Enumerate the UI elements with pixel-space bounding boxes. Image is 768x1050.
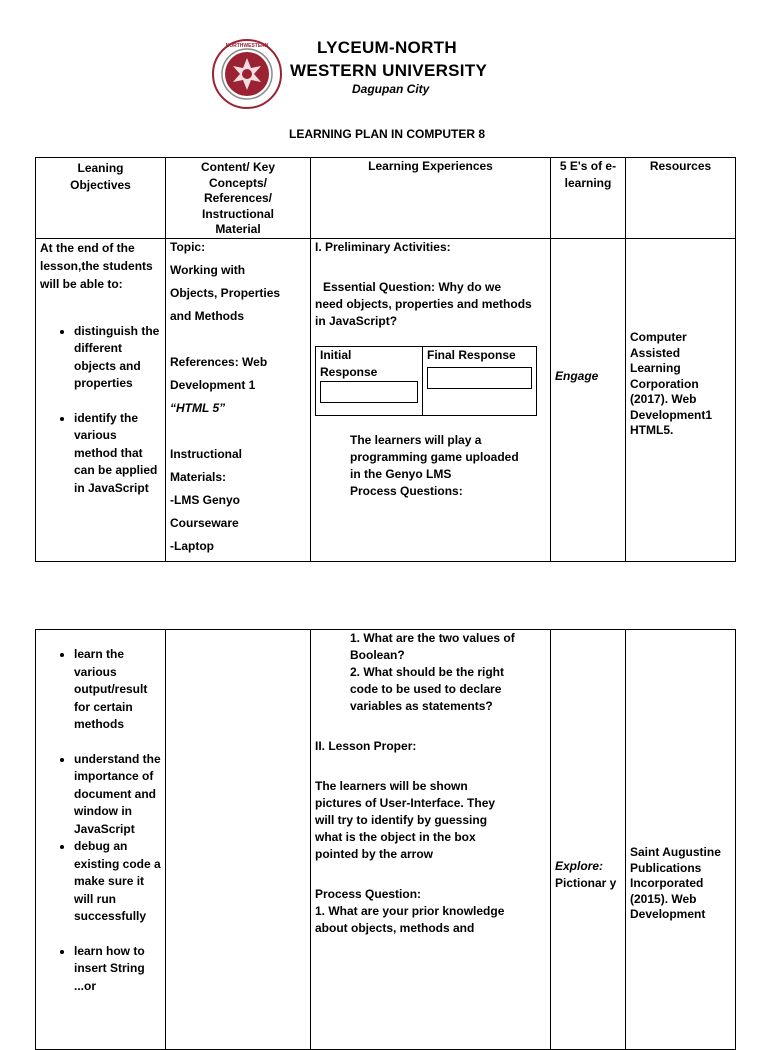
resources-cell (626, 630, 736, 1050)
list-item: • distinguish the different objects and properties (74, 323, 161, 393)
process-line: code to be used to declare (350, 682, 502, 696)
content-line: Working with (170, 262, 246, 277)
objectives-cell (36, 238, 166, 561)
initial-response-input[interactable] (320, 381, 418, 403)
content-line: Objects, Properties (170, 285, 281, 300)
five-e-label: Explore: (555, 859, 604, 873)
content-line: “HTML 5” (170, 400, 226, 415)
process-line: 2. What should be the right (350, 665, 504, 679)
content-line: and Methods (170, 308, 244, 323)
resource-text: Saint Augustine Publications Incorporated (2015). Web Development (630, 845, 721, 921)
list-item: • learn how to insert String ...or (74, 943, 161, 996)
experiences-cell (311, 630, 551, 1050)
lesson-line: pointed by the arrow (315, 847, 434, 861)
five-e-cell (551, 630, 626, 1050)
content-line: Instructional (170, 446, 243, 461)
activity-line: Process Questions: (350, 483, 463, 498)
experiences-cell (311, 238, 551, 561)
final-response-cell (423, 346, 537, 415)
five-e-value: Engage (555, 368, 599, 383)
university-city: Dagupan City (352, 82, 430, 96)
content-line: References: Web (170, 354, 268, 369)
content-line: -Laptop (170, 538, 214, 553)
university-name-line1: LYCEUM-NORTH (317, 38, 457, 57)
content-line: Courseware (170, 515, 239, 530)
process-line: variables as statements? (350, 699, 493, 713)
activity-line: programming game uploaded (350, 449, 519, 464)
table-row (36, 630, 736, 1050)
resource-text: Computer Assisted Learning Corporation (2017). Web Development1 HTML5. (630, 330, 713, 438)
lesson-heading: II. Lesson Proper: (315, 739, 417, 753)
university-logo (211, 38, 283, 110)
objectives-cell (36, 630, 166, 1050)
resources-cell (626, 238, 736, 561)
header-five-e: 5 E's of e-learning (551, 158, 626, 239)
list-item: • debug an existing code a make sure it will run successfully (74, 838, 161, 926)
learning-plan-table-1 (35, 157, 736, 562)
five-e-cell (551, 238, 626, 561)
content-line: Development 1 (170, 377, 256, 392)
content-line (170, 331, 306, 354)
header-experiences: Learning Experiences (311, 158, 551, 239)
header-content: Content/ Key Concepts/ References/ Instructional Material (166, 158, 311, 239)
objectives-list (40, 323, 161, 498)
content-cell (166, 630, 311, 1050)
process-heading: Process Question: (315, 887, 422, 901)
lesson-line: what is the object in the box (315, 830, 476, 844)
response-table (315, 346, 537, 416)
objectives-intro: At the end of the lesson,the students will be able to: (40, 240, 153, 291)
page-title: LEARNING PLAN IN COMPUTER 8 (289, 127, 486, 141)
svg-text:NORTHWESTERN: NORTHWESTERN (225, 43, 269, 49)
list-item: • learn the various output/result for certain methods (74, 646, 161, 734)
content-cell (166, 238, 311, 561)
header-objectives: Leaning Objectives (36, 158, 166, 239)
lesson-line: pictures of User-Interface. They (315, 796, 496, 810)
process-question-line: about objects, methods and (315, 921, 475, 935)
content-line (170, 423, 306, 446)
table-row (36, 238, 736, 561)
five-e-value: Pictionar y (555, 876, 617, 890)
essential-question: Essential Question: Why do we need objects, properties and methods in JavaScript? (315, 279, 532, 328)
prelim-heading: I. Preliminary Activities: (315, 239, 451, 254)
final-response-label: Final Response (427, 347, 516, 362)
learning-plan-table-2 (35, 629, 736, 1050)
objectives-list (40, 646, 161, 995)
process-question-line: 1. What are your prior knowledge (315, 904, 505, 918)
process-line: Boolean? (350, 648, 405, 662)
lesson-line: will try to identify by guessing (315, 813, 488, 827)
activity-line: The learners will play a (350, 432, 482, 447)
initial-response-cell (316, 346, 423, 415)
final-response-input[interactable] (427, 367, 532, 389)
university-name-line2: WESTERN UNIVERSITY (290, 61, 488, 80)
list-item: • identify the various method that can be applied in JavaScript (74, 410, 161, 498)
table-header-row (36, 158, 736, 239)
content-line: -LMS Genyo (170, 492, 241, 507)
activity-line: in the Genyo LMS (350, 466, 452, 481)
lesson-line: The learners will be shown (315, 779, 468, 793)
header-resources: Resources (626, 158, 736, 239)
list-item: • understand the importance of document and window in JavaScript (74, 751, 161, 839)
content-line: Materials: (170, 469, 227, 484)
content-line: Topic: (170, 239, 206, 254)
process-line: 1. What are the two values of (350, 631, 515, 645)
initial-response-label: Initial Response (320, 347, 378, 379)
